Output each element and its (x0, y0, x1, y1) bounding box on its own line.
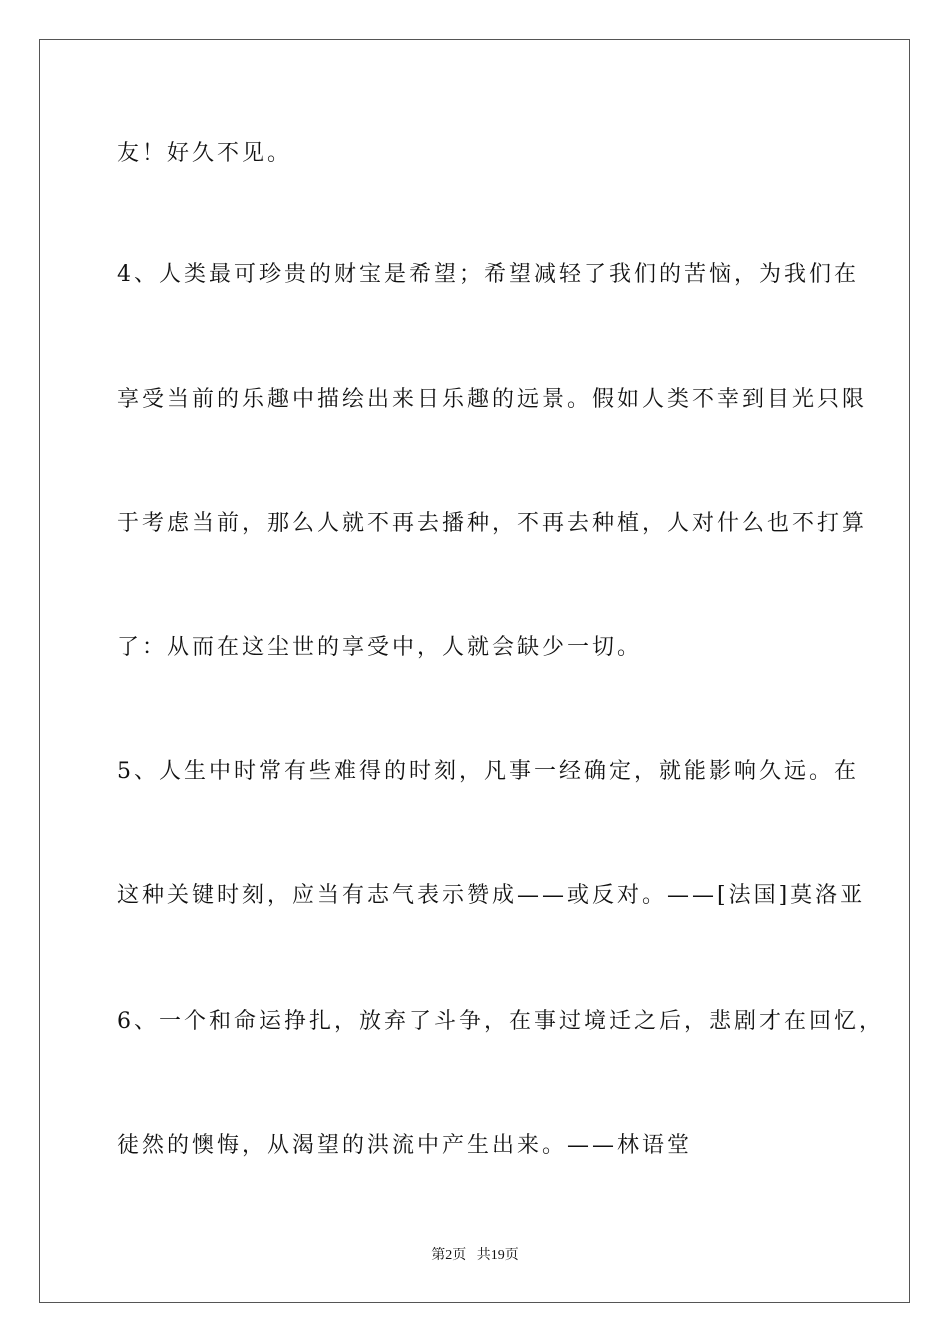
text-line-4: 于考虑当前，那么人就不再去播种，不再去种植，人对什么也不打算 (117, 511, 868, 536)
text-line-7: 这种关键时刻，应当有志气表示赞成——或反对。——[法国]莫洛亚 (117, 883, 866, 908)
page-border (39, 39, 910, 1303)
text-line-2: 4、人类最可珍贵的财宝是希望；希望减轻了我们的苦恼，为我们在 (117, 262, 859, 287)
text-line-5: 了：从而在这尘世的享受中，人就会缺少一切。 (117, 635, 643, 660)
text-line-8: 6、一个和命运挣扎，放弃了斗争，在事过境迁之后，悲剧才在回忆， (117, 1009, 884, 1034)
text-line-6: 5、人生中时常有些难得的时刻，凡事一经确定，就能影响久远。在 (117, 759, 859, 784)
text-line-1: 友！好久不见。 (117, 141, 293, 166)
text-line-3: 享受当前的乐趣中描绘出来日乐趣的远景。假如人类不幸到目光只限 (117, 387, 868, 412)
text-line-9: 徒然的懊悔，从渴望的洪流中产生出来。——林语堂 (117, 1133, 693, 1158)
page-number: 第2页 (431, 1248, 467, 1263)
page-total: 共19页 (476, 1248, 519, 1263)
page-footer (0, 1247, 950, 1265)
